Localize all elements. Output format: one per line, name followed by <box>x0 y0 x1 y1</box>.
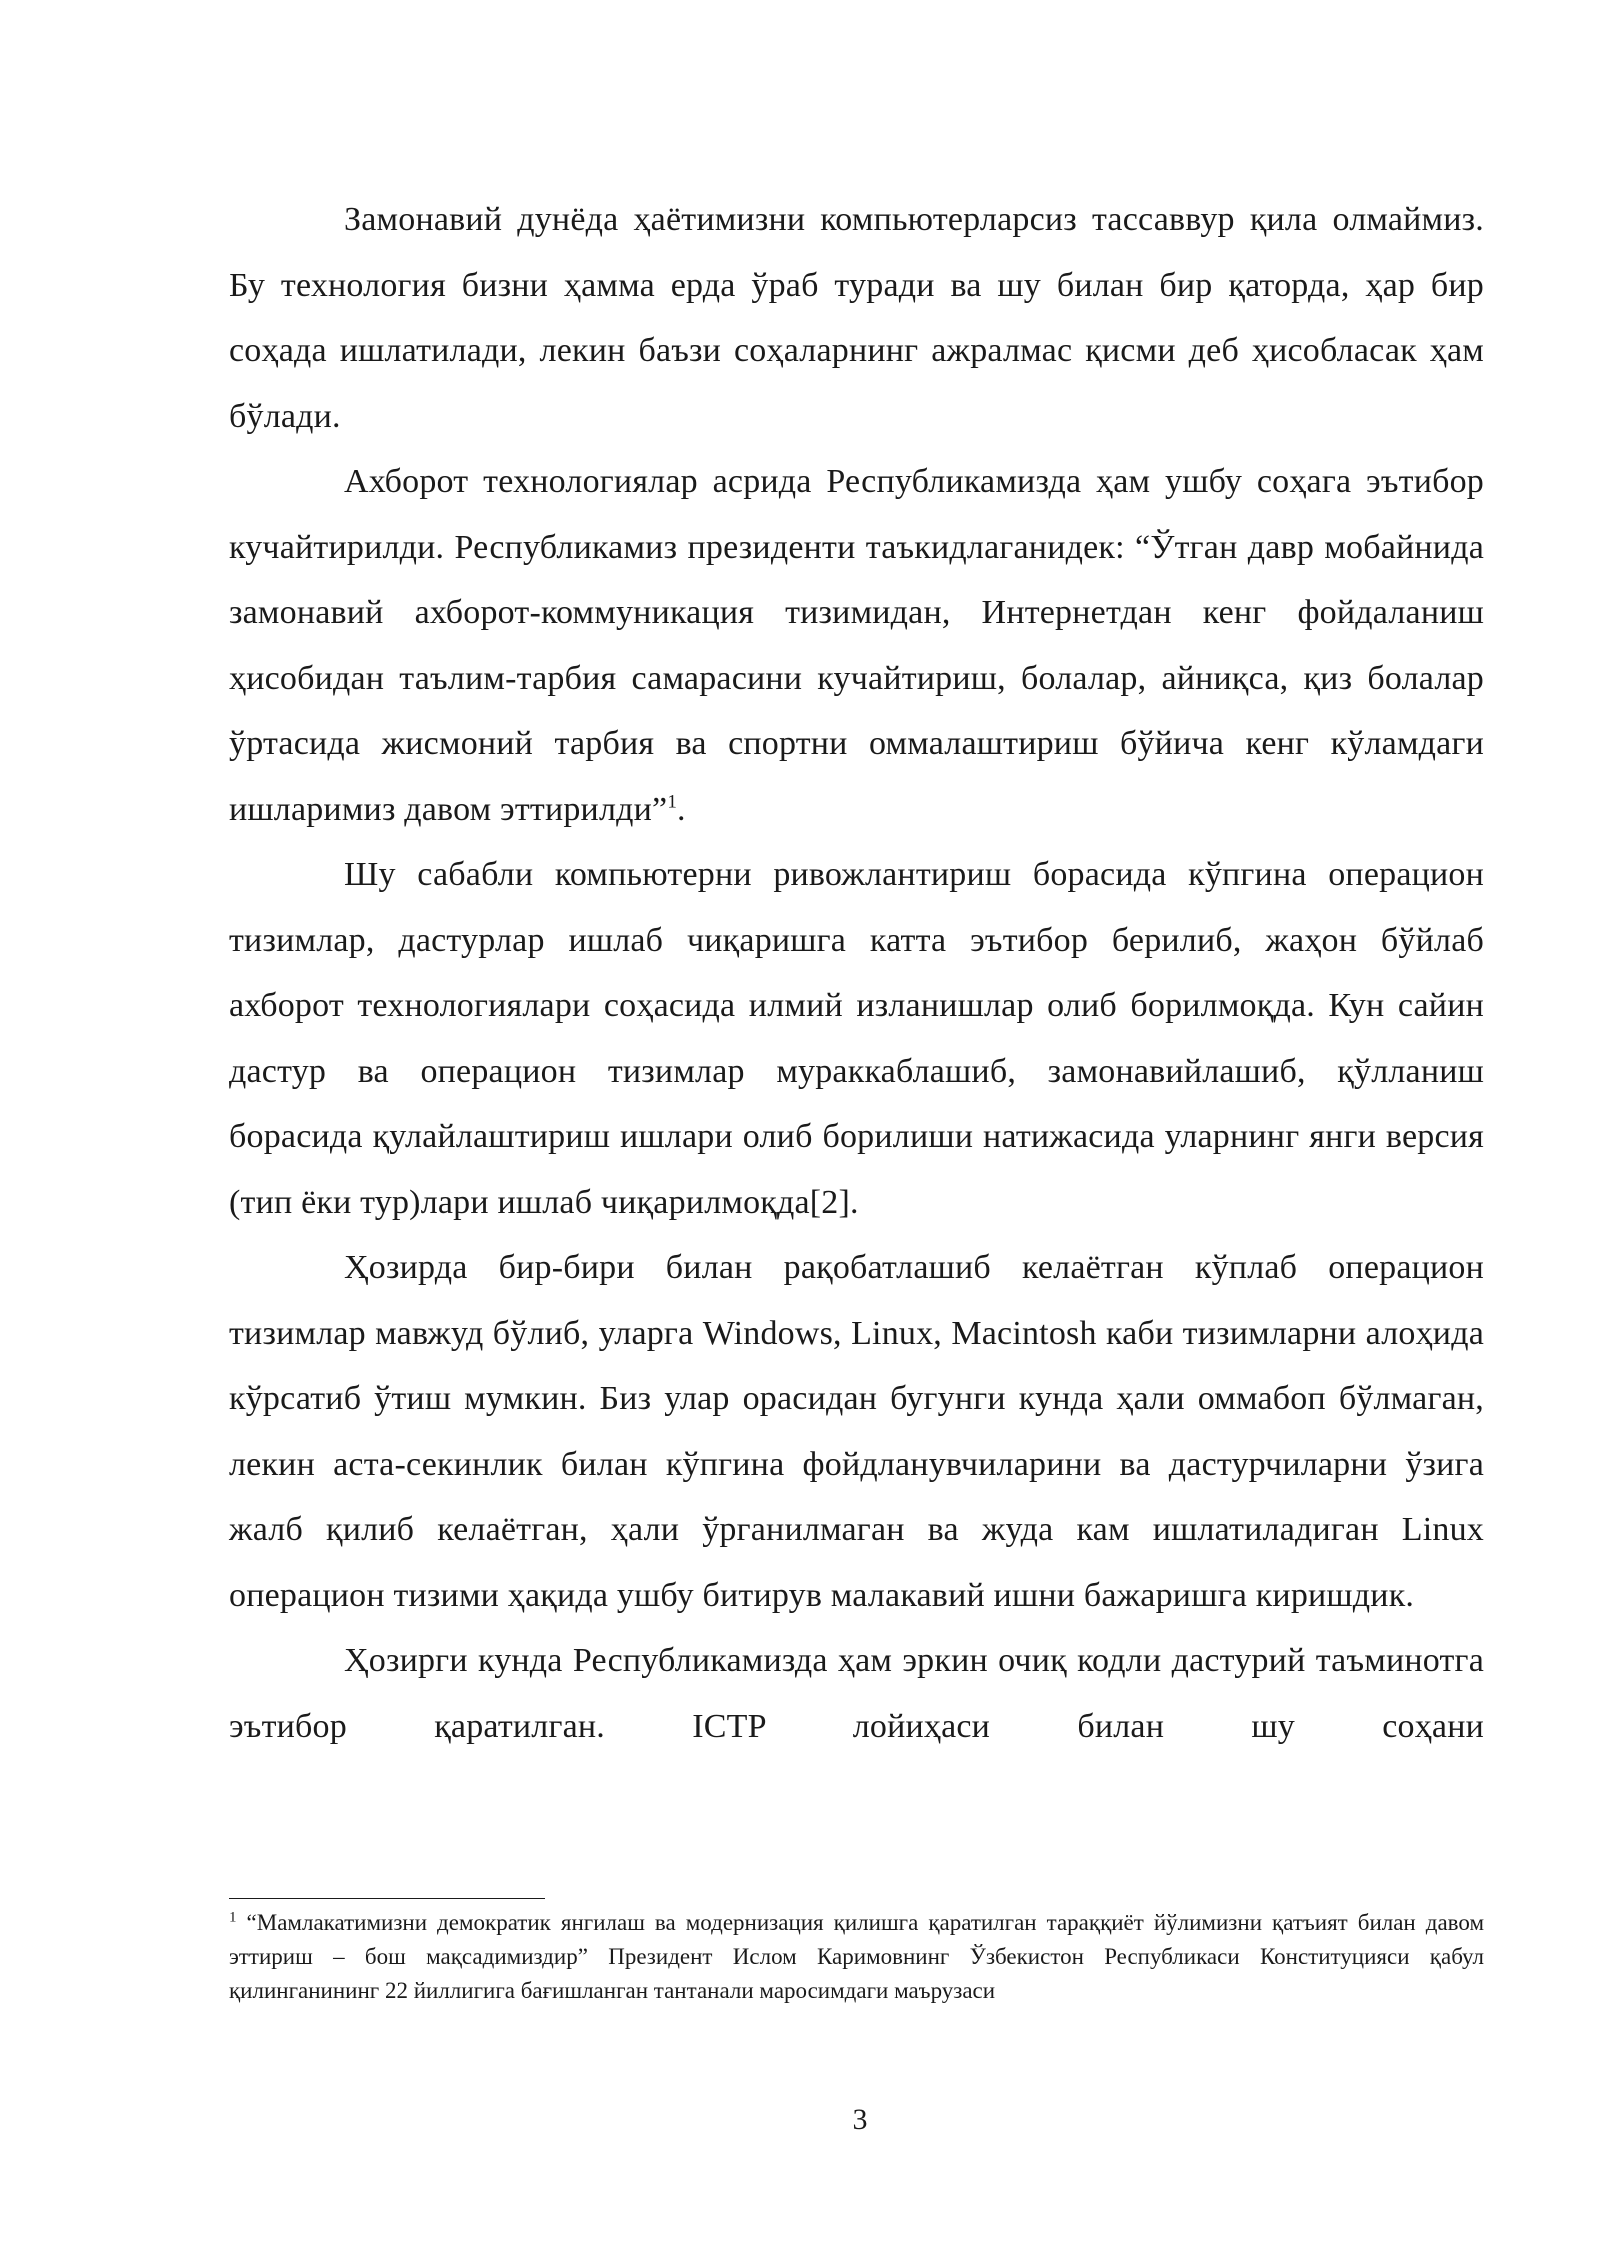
body-text <box>229 187 1484 1759</box>
paragraph-5: Ҳозирги кунда Республикамизда ҳам эркин очиқ кодли дастурий таъминотга эътибор қаратилган. ICTP лойиҳаси билан шу соҳани <box>229 1642 1484 1745</box>
footnote-reference[interactable]: 1 <box>667 791 678 813</box>
paragraph-2-text: Ахборот технологиялар асрида Республикамизда ҳам ушбу соҳага эътибор кучайтирилди. Республикамиз президенти таъкидлаганидек: “Ўтган давр мобайнида замонавий ахборот-коммуникация тизимидан, Интернетдан кенг фойдаланиш ҳисобидан таълим-тарбия самарасини кучайтириш, болалар, айниқса, қиз болалар ўртасида жисмоний тарбия ва спортни оммалаштириш бўйича кенг кўламдаги ишларимиз давом эттирилди” <box>229 463 1484 828</box>
footnote <box>229 1906 1484 2008</box>
page-number: 3 <box>852 2103 868 2136</box>
footnote-text: “Мамлакатимизни демократик янгилаш ва модернизация қилишга қаратилган тараққиёт йўлимизни қатъият билан давом эттириш – бош мақсадимиздир” Президент Ислом Каримовнинг Ўзбекистон Республикаси Конституцияси қабул қилинганининг 22 йиллигига бағишланган тантанали маросимдаги маърузаси <box>229 1910 1485 2003</box>
paragraph-2-end: . <box>677 790 686 828</box>
paragraph-4: Ҳозирда бир-бири билан рақобатлашиб келаётган кўплаб операцион тизимлар мавжуд бўлиб, уларга Windows, Linux, Macintosh каби тизимларни алоҳида кўрсатиб ўтиш мумкин. Биз улар орасидан бугунги кунда ҳали оммабоп бўлмаган, лекин аста-секинлик билан кўпгина фойдланувчиларини ва дастурчиларни ўзига жалб қилиб келаётган, ҳали ўрганилмаган ва жуда кам ишлатиладиган Linux операцион тизими ҳақида ушбу битирув малакавий ишни бажаришга киришдик. <box>229 1249 1484 1614</box>
footnote-marker: 1 <box>229 1909 237 1926</box>
footnote-separator <box>229 1898 545 1899</box>
paragraph-3: Шу сабабли компьютерни ривожлантириш борасида кўпгина операцион тизимлар, дастурлар ишлаб чиқаришга катта эътибор берилиб, жаҳон бўйлаб ахборот технологиялари соҳасида илмий изланишлар олиб борилмоқда. Кун сайин дастур ва операцион тизимлар мураккаблашиб, замонавийлашиб, қўлланиш борасида қулайлаштириш ишлари олиб борилиши натижасида уларнинг янги версия (тип ёки тур)лари ишлаб чиқарилмоқда[2]. <box>229 856 1484 1221</box>
paragraph-2 <box>229 449 1484 842</box>
paragraph-1: Замонавий дунёда ҳаётимизни компьютерларсиз тассаввур қила олмаймиз. Бу технология бизни ҳамма ерда ўраб туради ва шу билан бир қаторда, ҳар бир соҳада ишлатилади, лекин баъзи соҳаларнинг ажралмас қисми деб ҳисобласак ҳам бўлади. <box>229 201 1484 435</box>
